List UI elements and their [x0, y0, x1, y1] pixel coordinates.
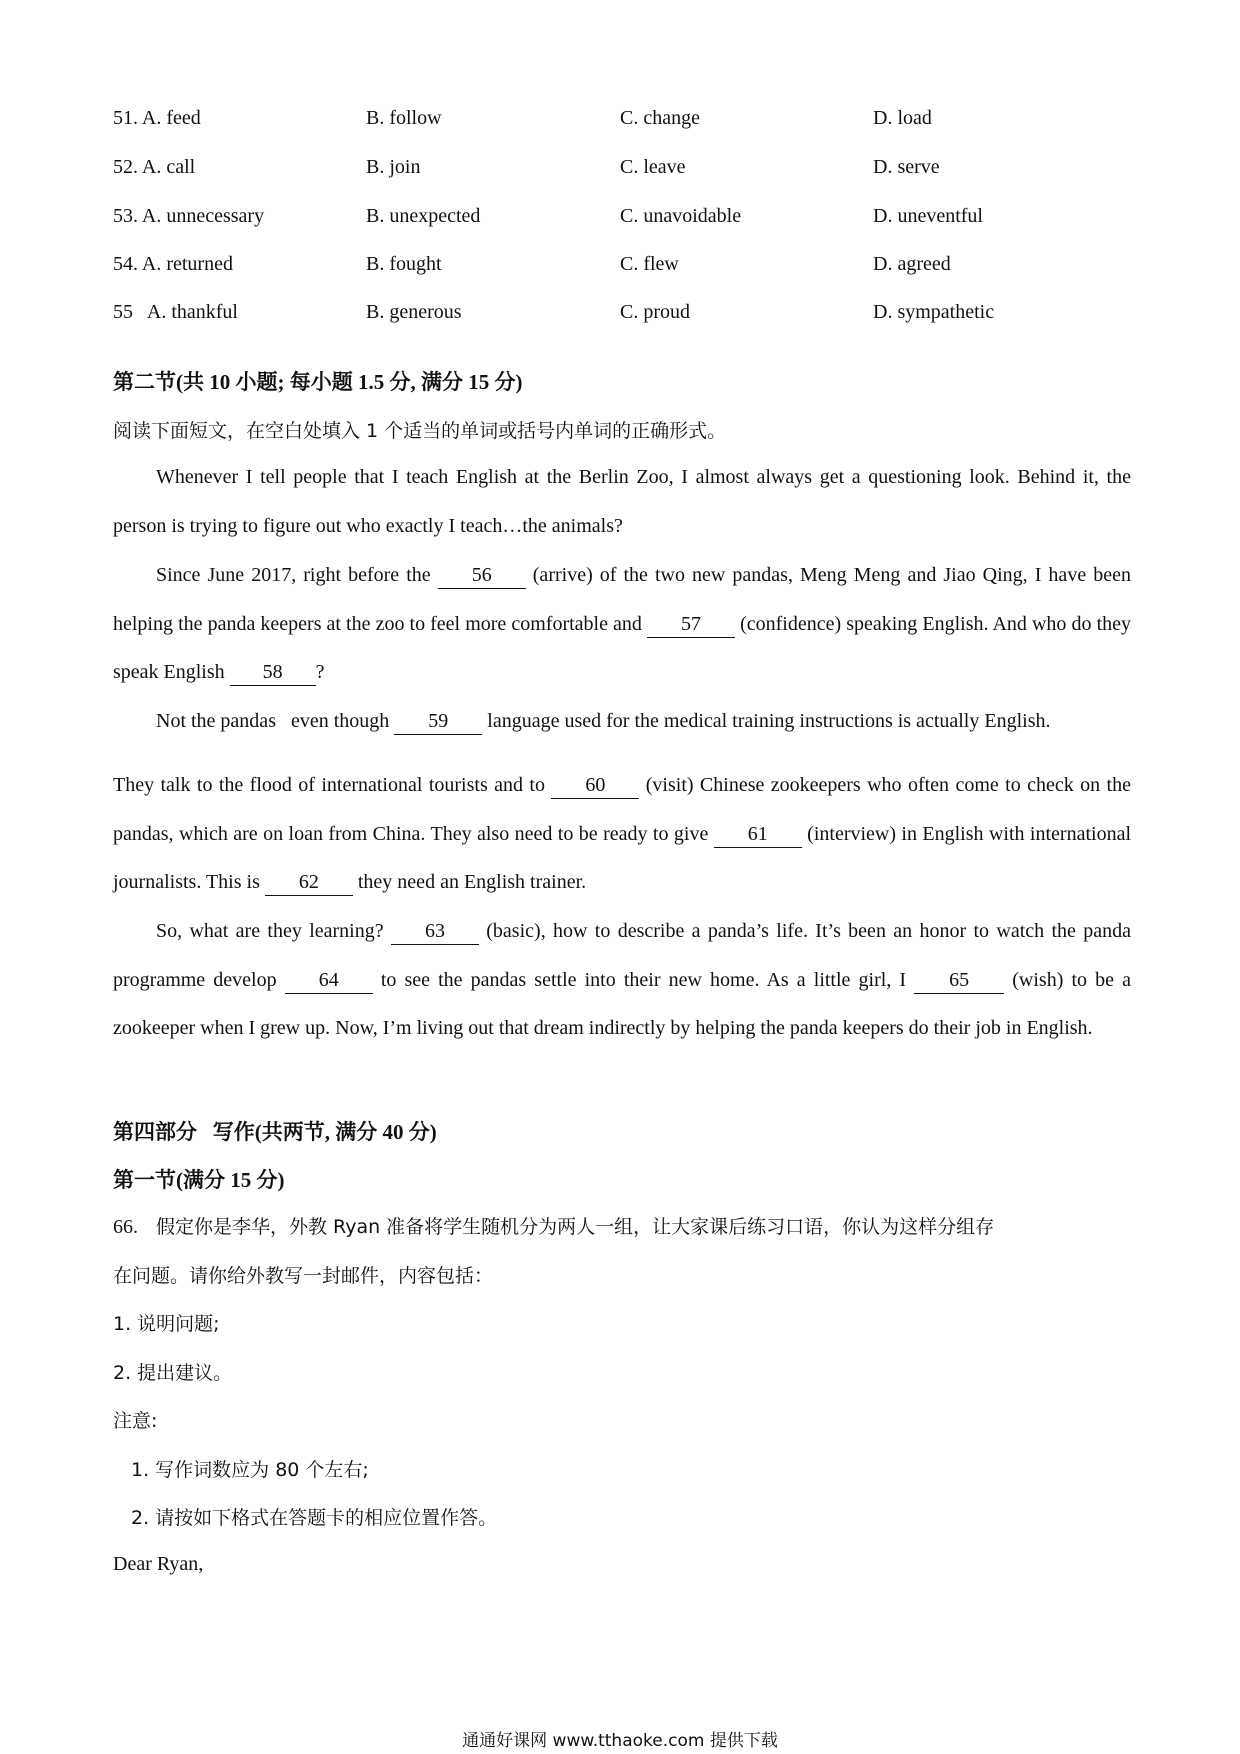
- blank-62: 62: [265, 869, 353, 896]
- paragraph-text: (arrive) of the two new pandas, Meng Meng and Jiao Qing, I have been helping the panda keepers at the zoo to feel more comfortable and: [113, 564, 1132, 635]
- question-text: 假定你是李华，外教 Ryan 准备将学生随机分为两人一组，让大家课后练习口语，你认为这样分组存: [156, 1216, 995, 1238]
- paragraph-text: Whenever I tell people that I teach English at the Berlin Zoo, I almost always get a questioning look. Behind it, the person is trying to figure out who exactly I teach…the animals?: [113, 466, 1131, 537]
- letter-salutation: Dear Ryan,: [113, 1553, 204, 1575]
- option-a: 54. A. returned: [113, 253, 233, 275]
- option-d: D. serve: [873, 156, 940, 178]
- blank-63: 63: [391, 918, 479, 945]
- option-c: C. unavoidable: [620, 205, 742, 227]
- option-c: C. proud: [620, 301, 690, 323]
- notice-label: 注意:: [113, 1410, 158, 1432]
- question-66-line-2: 在问题。请你给外教写一封邮件，内容包括：: [113, 1265, 494, 1287]
- question-53-options: [113, 205, 1133, 233]
- blank-61: 61: [714, 821, 802, 848]
- notice-item-2: 2. 请按如下格式在答题卡的相应位置作答。: [131, 1507, 498, 1529]
- paragraph-text: (confidence) speaking English. And who do they speak English: [113, 612, 1132, 684]
- option-a: 52. A. call: [113, 156, 196, 178]
- notice-item-1: 1. 写作词数应为 80 个左右;: [131, 1459, 369, 1481]
- paragraph-text: Since June 2017, right before the: [156, 564, 438, 586]
- question-51-options: [113, 107, 1133, 135]
- option-c: C. flew: [620, 253, 679, 275]
- option-b: B. join: [366, 156, 421, 178]
- passage-paragraph-5: [113, 907, 1131, 1053]
- option-a: 53. A. unnecessary: [113, 205, 265, 227]
- blank-64: 64: [285, 967, 373, 994]
- paragraph-text: So, what are they learning?: [156, 920, 391, 942]
- option-d: D. uneventful: [873, 205, 983, 227]
- paragraph-text: (interview) in English with international journalists. This is: [113, 822, 1131, 894]
- blank-65: 65: [914, 967, 1004, 994]
- paragraph-text: (visit) Chinese zookeepers who often come to check on the pandas, which are on loan from China. They also need to be ready to give: [113, 774, 1131, 845]
- option-c: C. leave: [620, 156, 686, 178]
- option-d: D. load: [873, 107, 932, 129]
- blank-56: 56: [438, 562, 526, 589]
- passage-paragraph-4: [113, 761, 1131, 907]
- page-footer: 通通好课网 www.tthaoke.com 提供下载: [462, 1731, 778, 1751]
- paragraph-text: ?: [315, 661, 325, 684]
- question-54-options: [113, 253, 1133, 281]
- blank-59: 59: [394, 708, 482, 735]
- option-b: B. unexpected: [366, 205, 481, 227]
- option-c: C. change: [620, 107, 700, 129]
- requirement-2: 2. 提出建议。: [113, 1362, 233, 1384]
- option-d: D. sympathetic: [873, 301, 995, 323]
- option-d: D. agreed: [873, 253, 951, 275]
- passage-paragraph-2: [113, 551, 1131, 697]
- blank-58: 58: [230, 659, 316, 686]
- part-4-section-1-heading: 第一节(满分 15 分): [113, 1168, 285, 1192]
- paragraph-text: (basic), how to describe a panda’s life. It’s been an honor to watch the panda programme develop: [113, 920, 1131, 991]
- paragraph-text: (wish) to be a zookeeper when I grew up. Now, I’m living out that dream indirectly by helping the panda keepers do their job in English.: [113, 968, 1132, 1040]
- section-2-instruction: 阅读下面短文，在空白处填入 1 个适当的单词或括号内单词的正确形式。: [113, 420, 727, 442]
- paragraph-text: Not the pandas even though: [156, 710, 395, 732]
- option-b: B. generous: [366, 301, 462, 323]
- blank-57: 57: [647, 611, 735, 638]
- question-52-options: [113, 156, 1133, 184]
- option-b: B. fought: [366, 253, 442, 275]
- section-2-heading: 第二节(共 10 小题; 每小题 1.5 分, 满分 15 分): [113, 370, 523, 394]
- question-66-line-1: [113, 1212, 1131, 1239]
- paragraph-text: They talk to the flood of international tourists and to: [113, 774, 552, 796]
- blank-60: 60: [551, 772, 639, 799]
- option-b: B. follow: [366, 107, 442, 129]
- option-a: 51. A. feed: [113, 107, 201, 129]
- requirement-1: 1. 说明问题;: [113, 1313, 220, 1335]
- question-number: 66.: [113, 1216, 138, 1238]
- passage-paragraph-1: [113, 453, 1131, 550]
- paragraph-text: language used for the medical training instructions is actually English.: [482, 710, 1051, 732]
- passage-paragraph-3: [113, 697, 1131, 746]
- paragraph-text: they need an English trainer.: [352, 871, 587, 894]
- option-a: 55 A. thankful: [113, 301, 238, 323]
- paragraph-text: to see the pandas settle into their new home. As a little girl, I: [372, 968, 915, 991]
- question-55-options: [113, 301, 1133, 329]
- part-4-heading: 第四部分 写作(共两节, 满分 40 分): [113, 1120, 437, 1144]
